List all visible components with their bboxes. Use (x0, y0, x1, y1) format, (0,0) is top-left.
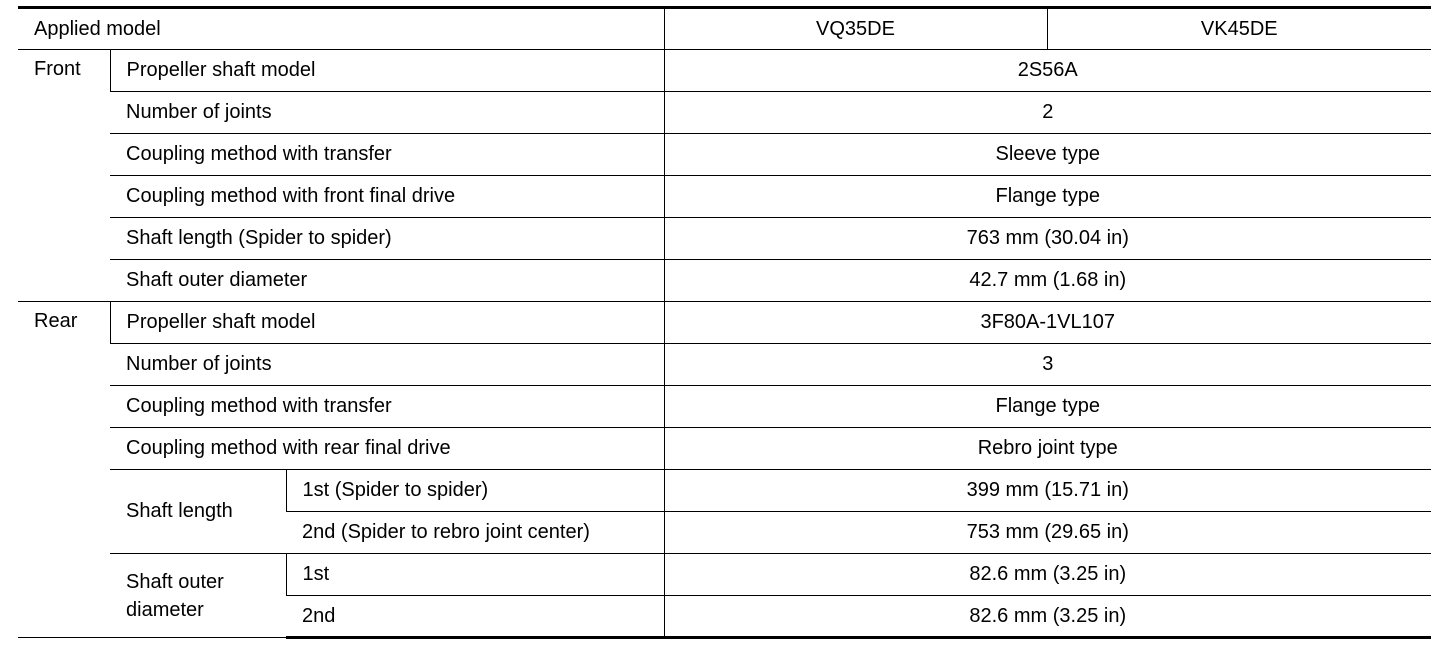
shaft-outer-diameter-label-line2: diameter (126, 598, 204, 621)
sub-row-label: 1st (286, 554, 664, 596)
table-row (18, 470, 1431, 512)
row-label: Number of joints (110, 344, 664, 386)
table-row (18, 134, 1431, 176)
row-value: 82.6 mm (3.25 in) (664, 596, 1431, 638)
row-value: Flange type (664, 386, 1431, 428)
header-row (18, 8, 1431, 50)
table-row (18, 554, 1431, 596)
sub-row-label: 2nd (Spider to rebro joint center) (286, 512, 664, 554)
applied-model-label: Applied model (18, 8, 664, 50)
row-value: Flange type (664, 176, 1431, 218)
front-group-label: Front (18, 50, 110, 302)
row-value: 753 mm (29.65 in) (664, 512, 1431, 554)
table-row (18, 260, 1431, 302)
shaft-length-label: Shaft length (110, 470, 286, 554)
table-row (18, 344, 1431, 386)
rear-group-label: Rear (18, 302, 110, 638)
row-value: Sleeve type (664, 134, 1431, 176)
model-vk45de: VK45DE (1047, 8, 1431, 50)
row-label: Coupling method with rear final drive (110, 428, 664, 470)
row-label: Number of joints (110, 92, 664, 134)
row-value: 3 (664, 344, 1431, 386)
row-label: Coupling method with front final drive (110, 176, 664, 218)
sub-row-label: 2nd (286, 596, 664, 638)
shaft-outer-diameter-label (110, 554, 286, 638)
row-label: Coupling method with transfer (110, 386, 664, 428)
row-label: Shaft length (Spider to spider) (110, 218, 664, 260)
row-label: Propeller shaft model (110, 50, 664, 92)
model-vq35de: VQ35DE (664, 8, 1047, 50)
row-value: 399 mm (15.71 in) (664, 470, 1431, 512)
row-value: 763 mm (30.04 in) (664, 218, 1431, 260)
table-row (18, 428, 1431, 470)
table-row (18, 50, 1431, 92)
row-label: Propeller shaft model (110, 302, 664, 344)
row-value: Rebro joint type (664, 428, 1431, 470)
row-label: Coupling method with transfer (110, 134, 664, 176)
row-value: 42.7 mm (1.68 in) (664, 260, 1431, 302)
row-value: 2 (664, 92, 1431, 134)
table-row (18, 302, 1431, 344)
propeller-shaft-spec-table (18, 6, 1431, 639)
table-row (18, 218, 1431, 260)
sub-row-label: 1st (Spider to spider) (286, 470, 664, 512)
table-row (18, 176, 1431, 218)
table-row (18, 386, 1431, 428)
row-value: 3F80A-1VL107 (664, 302, 1431, 344)
row-label: Shaft outer diameter (110, 260, 664, 302)
table-row (18, 92, 1431, 134)
shaft-outer-diameter-label-line1: Shaft outer (126, 570, 224, 593)
row-value: 2S56A (664, 50, 1431, 92)
row-value: 82.6 mm (3.25 in) (664, 554, 1431, 596)
